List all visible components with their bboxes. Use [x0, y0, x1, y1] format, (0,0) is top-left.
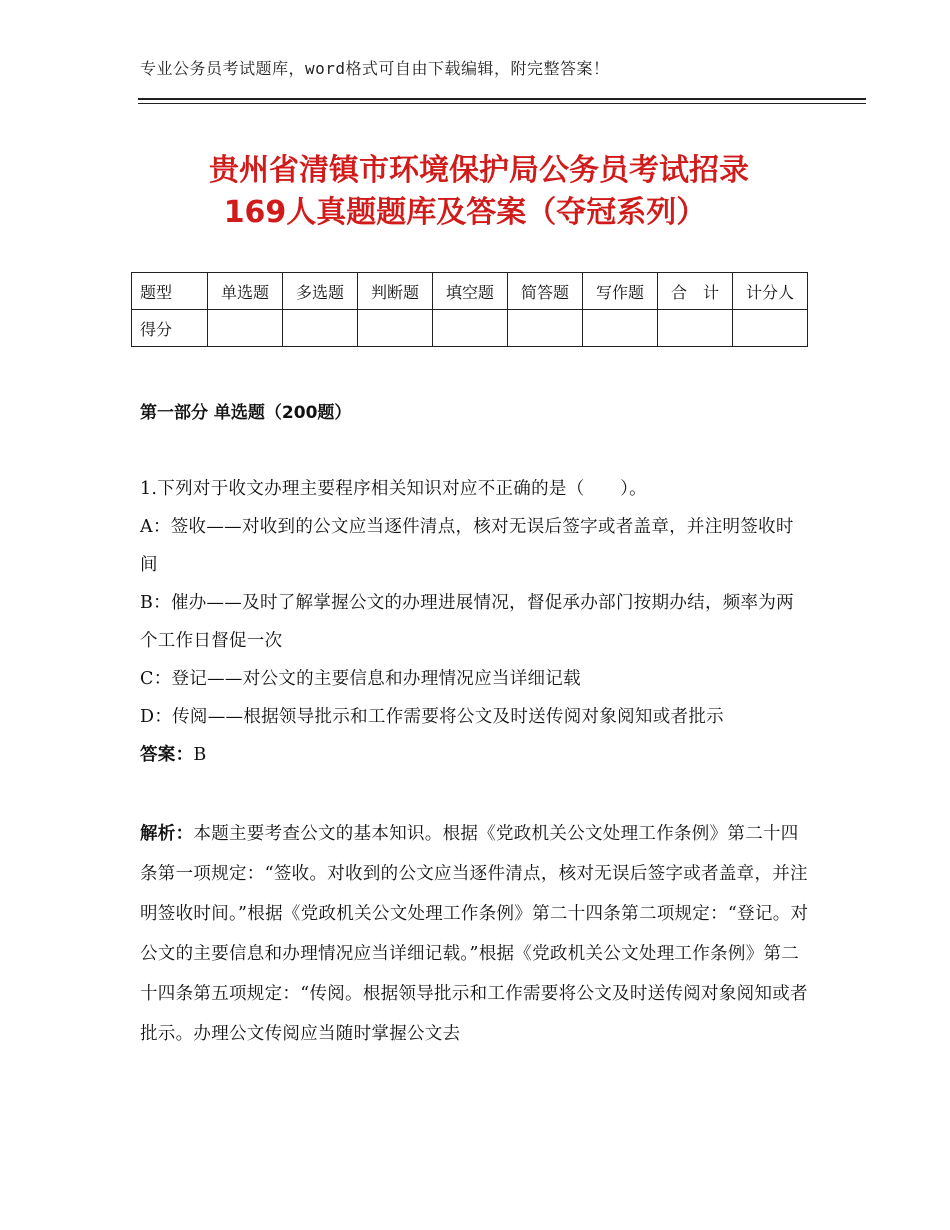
score-input-cell[interactable] [358, 310, 433, 347]
score-table [131, 272, 808, 347]
analysis-text: 本题主要考查公文的基本知识。根据《党政机关公文处理工作条例》第二十四条第一项规定：“签收。对收到的公文应当逐件清点，核对无误后签字或者盖章，并注明签收时间。”根据《党政机关公文处理工作条例》第二十四条第二项规定：“登记。对公文的主要信息和办理情况应当详细记载。”根据《党政机关公文处理工作条例》第二十四条第五项规定：“传阅。根据领导批示和工作需要将公文及时送传阅对象阅知或者批示。办理公文传阅应当随时掌握公文去 [140, 824, 809, 1044]
option-c: C：登记——对公文的主要信息和办理情况应当详细记载 [140, 669, 581, 689]
table-cell: 填空题 [433, 273, 508, 310]
document-title-line-1: 贵州省清镇市环境保护局公务员考试招录 [209, 153, 749, 188]
score-table-score-row [132, 310, 808, 347]
table-cell: 单选题 [208, 273, 283, 310]
option-d: D：传阅——根据领导批示和工作需要将公文及时送传阅对象阅知或者批示 [140, 707, 724, 727]
analysis-label: 解析： [140, 824, 194, 844]
score-input-cell[interactable] [508, 310, 583, 347]
question-block [140, 470, 810, 774]
score-input-cell[interactable] [658, 310, 733, 347]
option-b: B：催办——及时了解掌握公文的办理进展情况，督促承办部门按期办结，频率为两个工作日督促一次 [140, 593, 794, 651]
analysis-block [140, 814, 810, 1054]
table-cell: 计分人 [733, 273, 808, 310]
header-rule-thin [138, 103, 866, 104]
table-cell: 判断题 [358, 273, 433, 310]
header-note: 专业公务员考试题库，word格式可自由下载编辑，附完整答案！ [140, 59, 610, 78]
table-cell: 题型 [132, 273, 208, 310]
score-input-cell[interactable] [283, 310, 358, 347]
table-cell: 得分 [132, 310, 208, 347]
answer-label: 答案： [140, 745, 194, 765]
table-cell: 多选题 [283, 273, 358, 310]
answer-value: B [193, 745, 207, 765]
section-title: 第一部分 单选题（200题） [140, 403, 352, 423]
score-input-cell[interactable] [208, 310, 283, 347]
option-a: A：签收——对收到的公文应当逐件清点，核对无误后签字或者盖章，并注明签收时间 [140, 517, 794, 575]
header-rule-thick [138, 98, 866, 100]
score-input-cell[interactable] [733, 310, 808, 347]
answer-line [140, 736, 810, 774]
score-input-cell[interactable] [583, 310, 658, 347]
table-cell: 写作题 [583, 273, 658, 310]
table-cell: 简答题 [508, 273, 583, 310]
document-title-line-2: 169人真题题库及答案（夺冠系列） [223, 195, 707, 230]
score-table-header-row [132, 273, 808, 310]
analysis-paragraph [140, 814, 810, 1054]
table-cell: 合 计 [658, 273, 733, 310]
score-input-cell[interactable] [433, 310, 508, 347]
question-stem: 1.下列对于收文办理主要程序相关知识对应不正确的是（ ）。 [140, 479, 647, 499]
